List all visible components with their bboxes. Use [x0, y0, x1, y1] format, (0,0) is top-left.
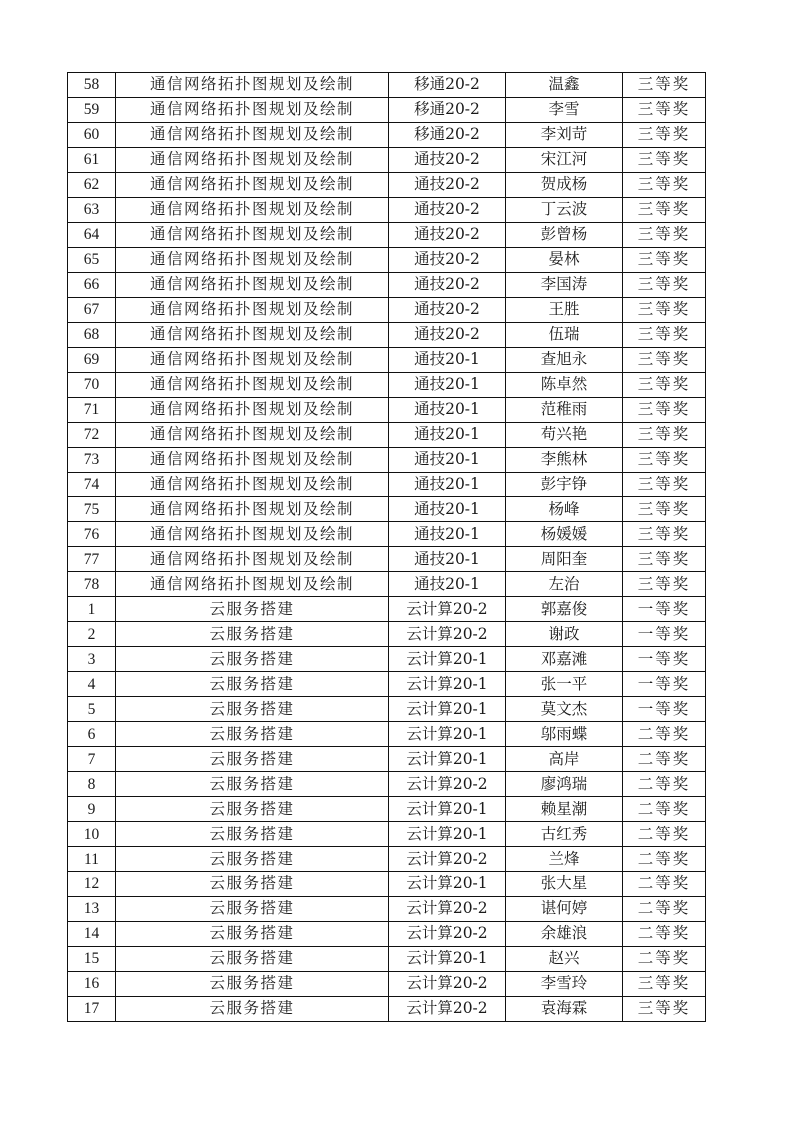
table-row [68, 872, 706, 897]
student-name-cell: 谌何婷 [506, 896, 623, 921]
student-name-cell: 李熊林 [506, 447, 623, 472]
student-name-cell: 邬雨蝶 [506, 722, 623, 747]
student-name-cell: 丁云波 [506, 197, 623, 222]
project-name-cell: 通信网络拓扑图规划及绘制 [116, 147, 389, 172]
class-name-cell: 云计算20-2 [389, 971, 506, 996]
table-row [68, 822, 706, 847]
class-name-cell: 通技20-1 [389, 422, 506, 447]
row-number-cell: 75 [68, 497, 116, 522]
awards-table-body [68, 73, 706, 1022]
row-number-cell: 5 [68, 697, 116, 722]
table-row [68, 247, 706, 272]
row-number-cell: 66 [68, 272, 116, 297]
table-row [68, 722, 706, 747]
award-level-cell: 三等奖 [623, 397, 706, 422]
award-level-cell: 三等奖 [623, 372, 706, 397]
row-number-cell: 10 [68, 822, 116, 847]
class-name-cell: 通技20-2 [389, 222, 506, 247]
table-row [68, 921, 706, 946]
row-number-cell: 2 [68, 622, 116, 647]
table-row [68, 772, 706, 797]
row-number-cell: 8 [68, 772, 116, 797]
table-row [68, 896, 706, 921]
class-name-cell: 通技20-2 [389, 172, 506, 197]
project-name-cell: 通信网络拓扑图规划及绘制 [116, 497, 389, 522]
row-number-cell: 78 [68, 572, 116, 597]
student-name-cell: 周阳奎 [506, 547, 623, 572]
project-name-cell: 云服务搭建 [116, 996, 389, 1021]
student-name-cell: 晏林 [506, 247, 623, 272]
class-name-cell: 通技20-1 [389, 522, 506, 547]
row-number-cell: 71 [68, 397, 116, 422]
project-name-cell: 云服务搭建 [116, 697, 389, 722]
row-number-cell: 13 [68, 896, 116, 921]
project-name-cell: 云服务搭建 [116, 622, 389, 647]
student-name-cell: 张大星 [506, 872, 623, 897]
row-number-cell: 64 [68, 222, 116, 247]
project-name-cell: 通信网络拓扑图规划及绘制 [116, 322, 389, 347]
class-name-cell: 通技20-1 [389, 572, 506, 597]
class-name-cell: 通技20-2 [389, 322, 506, 347]
project-name-cell: 通信网络拓扑图规划及绘制 [116, 547, 389, 572]
student-name-cell: 郭嘉俊 [506, 597, 623, 622]
project-name-cell: 云服务搭建 [116, 896, 389, 921]
project-name-cell: 通信网络拓扑图规划及绘制 [116, 222, 389, 247]
row-number-cell: 15 [68, 946, 116, 971]
table-row [68, 946, 706, 971]
student-name-cell: 陈卓然 [506, 372, 623, 397]
row-number-cell: 74 [68, 472, 116, 497]
row-number-cell: 62 [68, 172, 116, 197]
award-level-cell: 三等奖 [623, 996, 706, 1021]
student-name-cell: 赵兴 [506, 946, 623, 971]
row-number-cell: 73 [68, 447, 116, 472]
project-name-cell: 通信网络拓扑图规划及绘制 [116, 73, 389, 98]
table-row [68, 397, 706, 422]
award-level-cell: 一等奖 [623, 672, 706, 697]
table-row [68, 747, 706, 772]
row-number-cell: 70 [68, 372, 116, 397]
project-name-cell: 云服务搭建 [116, 872, 389, 897]
row-number-cell: 17 [68, 996, 116, 1021]
project-name-cell: 云服务搭建 [116, 597, 389, 622]
class-name-cell: 云计算20-2 [389, 847, 506, 872]
project-name-cell: 云服务搭建 [116, 847, 389, 872]
table-row [68, 447, 706, 472]
project-name-cell: 通信网络拓扑图规划及绘制 [116, 97, 389, 122]
project-name-cell: 云服务搭建 [116, 647, 389, 672]
row-number-cell: 61 [68, 147, 116, 172]
class-name-cell: 通技20-2 [389, 147, 506, 172]
project-name-cell: 云服务搭建 [116, 946, 389, 971]
project-name-cell: 云服务搭建 [116, 797, 389, 822]
award-level-cell: 三等奖 [623, 422, 706, 447]
row-number-cell: 63 [68, 197, 116, 222]
award-level-cell: 二等奖 [623, 847, 706, 872]
row-number-cell: 60 [68, 122, 116, 147]
table-row [68, 197, 706, 222]
table-row [68, 697, 706, 722]
class-name-cell: 云计算20-2 [389, 896, 506, 921]
project-name-cell: 云服务搭建 [116, 722, 389, 747]
award-level-cell: 三等奖 [623, 122, 706, 147]
award-level-cell: 三等奖 [623, 472, 706, 497]
table-row [68, 472, 706, 497]
row-number-cell: 11 [68, 847, 116, 872]
student-name-cell: 莫文杰 [506, 697, 623, 722]
table-row [68, 222, 706, 247]
student-name-cell: 张一平 [506, 672, 623, 697]
student-name-cell: 查旭永 [506, 347, 623, 372]
award-level-cell: 三等奖 [623, 172, 706, 197]
student-name-cell: 余雄浪 [506, 921, 623, 946]
student-name-cell: 左治 [506, 572, 623, 597]
award-level-cell: 一等奖 [623, 622, 706, 647]
award-level-cell: 三等奖 [623, 73, 706, 98]
student-name-cell: 兰烽 [506, 847, 623, 872]
table-row [68, 572, 706, 597]
student-name-cell: 范稚雨 [506, 397, 623, 422]
student-name-cell: 袁海霖 [506, 996, 623, 1021]
class-name-cell: 云计算20-1 [389, 872, 506, 897]
class-name-cell: 云计算20-2 [389, 597, 506, 622]
table-row [68, 73, 706, 98]
award-level-cell: 三等奖 [623, 971, 706, 996]
student-name-cell: 赖星潮 [506, 797, 623, 822]
class-name-cell: 云计算20-1 [389, 722, 506, 747]
student-name-cell: 廖鸿瑞 [506, 772, 623, 797]
project-name-cell: 云服务搭建 [116, 971, 389, 996]
class-name-cell: 移通20-2 [389, 122, 506, 147]
row-number-cell: 68 [68, 322, 116, 347]
student-name-cell: 贺成杨 [506, 172, 623, 197]
student-name-cell: 谢政 [506, 622, 623, 647]
row-number-cell: 58 [68, 73, 116, 98]
project-name-cell: 通信网络拓扑图规划及绘制 [116, 297, 389, 322]
class-name-cell: 云计算20-2 [389, 772, 506, 797]
row-number-cell: 59 [68, 97, 116, 122]
award-level-cell: 三等奖 [623, 97, 706, 122]
row-number-cell: 3 [68, 647, 116, 672]
row-number-cell: 4 [68, 672, 116, 697]
student-name-cell: 李国涛 [506, 272, 623, 297]
student-name-cell: 高岸 [506, 747, 623, 772]
award-level-cell: 三等奖 [623, 222, 706, 247]
table-row [68, 647, 706, 672]
student-name-cell: 杨峰 [506, 497, 623, 522]
student-name-cell: 彭宇铮 [506, 472, 623, 497]
table-row [68, 497, 706, 522]
award-level-cell: 三等奖 [623, 197, 706, 222]
row-number-cell: 14 [68, 921, 116, 946]
class-name-cell: 云计算20-1 [389, 697, 506, 722]
class-name-cell: 移通20-2 [389, 73, 506, 98]
table-row [68, 122, 706, 147]
student-name-cell: 伍瑞 [506, 322, 623, 347]
row-number-cell: 1 [68, 597, 116, 622]
table-row [68, 597, 706, 622]
table-row [68, 996, 706, 1021]
class-name-cell: 云计算20-1 [389, 822, 506, 847]
class-name-cell: 云计算20-2 [389, 921, 506, 946]
class-name-cell: 通技20-2 [389, 197, 506, 222]
award-level-cell: 一等奖 [623, 647, 706, 672]
award-level-cell: 三等奖 [623, 497, 706, 522]
row-number-cell: 65 [68, 247, 116, 272]
row-number-cell: 76 [68, 522, 116, 547]
project-name-cell: 通信网络拓扑图规划及绘制 [116, 347, 389, 372]
class-name-cell: 通技20-2 [389, 247, 506, 272]
student-name-cell: 李雪 [506, 97, 623, 122]
class-name-cell: 移通20-2 [389, 97, 506, 122]
class-name-cell: 通技20-2 [389, 272, 506, 297]
table-row [68, 297, 706, 322]
class-name-cell: 通技20-1 [389, 547, 506, 572]
class-name-cell: 通技20-1 [389, 347, 506, 372]
award-level-cell: 二等奖 [623, 896, 706, 921]
project-name-cell: 通信网络拓扑图规划及绘制 [116, 422, 389, 447]
row-number-cell: 72 [68, 422, 116, 447]
student-name-cell: 邓嘉滩 [506, 647, 623, 672]
row-number-cell: 16 [68, 971, 116, 996]
row-number-cell: 9 [68, 797, 116, 822]
student-name-cell: 杨媛媛 [506, 522, 623, 547]
table-row [68, 172, 706, 197]
class-name-cell: 通技20-1 [389, 397, 506, 422]
award-level-cell: 三等奖 [623, 297, 706, 322]
award-level-cell: 三等奖 [623, 147, 706, 172]
table-row [68, 847, 706, 872]
class-name-cell: 云计算20-2 [389, 622, 506, 647]
project-name-cell: 通信网络拓扑图规划及绘制 [116, 447, 389, 472]
row-number-cell: 69 [68, 347, 116, 372]
table-row [68, 322, 706, 347]
table-row [68, 272, 706, 297]
award-level-cell: 三等奖 [623, 247, 706, 272]
award-level-cell: 三等奖 [623, 572, 706, 597]
class-name-cell: 云计算20-1 [389, 946, 506, 971]
table-row [68, 372, 706, 397]
student-name-cell: 温鑫 [506, 73, 623, 98]
student-name-cell: 彭曾杨 [506, 222, 623, 247]
project-name-cell: 通信网络拓扑图规划及绘制 [116, 172, 389, 197]
award-level-cell: 三等奖 [623, 347, 706, 372]
award-level-cell: 二等奖 [623, 946, 706, 971]
row-number-cell: 7 [68, 747, 116, 772]
class-name-cell: 通技20-1 [389, 372, 506, 397]
table-row [68, 971, 706, 996]
award-level-cell: 二等奖 [623, 822, 706, 847]
table-row [68, 347, 706, 372]
table-row [68, 522, 706, 547]
row-number-cell: 67 [68, 297, 116, 322]
table-row [68, 622, 706, 647]
class-name-cell: 通技20-1 [389, 497, 506, 522]
class-name-cell: 通技20-2 [389, 297, 506, 322]
project-name-cell: 云服务搭建 [116, 672, 389, 697]
student-name-cell: 宋江河 [506, 147, 623, 172]
project-name-cell: 通信网络拓扑图规划及绘制 [116, 572, 389, 597]
project-name-cell: 通信网络拓扑图规划及绘制 [116, 122, 389, 147]
project-name-cell: 云服务搭建 [116, 921, 389, 946]
award-level-cell: 二等奖 [623, 747, 706, 772]
row-number-cell: 77 [68, 547, 116, 572]
table-row [68, 422, 706, 447]
award-level-cell: 三等奖 [623, 447, 706, 472]
award-level-cell: 二等奖 [623, 772, 706, 797]
table-row [68, 672, 706, 697]
award-level-cell: 二等奖 [623, 872, 706, 897]
award-level-cell: 二等奖 [623, 797, 706, 822]
award-level-cell: 三等奖 [623, 322, 706, 347]
project-name-cell: 云服务搭建 [116, 822, 389, 847]
class-name-cell: 通技20-1 [389, 472, 506, 497]
class-name-cell: 通技20-1 [389, 447, 506, 472]
student-name-cell: 苟兴艳 [506, 422, 623, 447]
award-level-cell: 二等奖 [623, 921, 706, 946]
project-name-cell: 通信网络拓扑图规划及绘制 [116, 372, 389, 397]
table-row [68, 97, 706, 122]
award-level-cell: 三等奖 [623, 272, 706, 297]
awards-table [67, 72, 706, 1022]
class-name-cell: 云计算20-1 [389, 647, 506, 672]
award-level-cell: 三等奖 [623, 522, 706, 547]
student-name-cell: 王胜 [506, 297, 623, 322]
award-level-cell: 一等奖 [623, 697, 706, 722]
award-level-cell: 三等奖 [623, 547, 706, 572]
project-name-cell: 通信网络拓扑图规划及绘制 [116, 472, 389, 497]
project-name-cell: 通信网络拓扑图规划及绘制 [116, 197, 389, 222]
project-name-cell: 通信网络拓扑图规划及绘制 [116, 272, 389, 297]
table-row [68, 797, 706, 822]
project-name-cell: 云服务搭建 [116, 747, 389, 772]
class-name-cell: 云计算20-1 [389, 797, 506, 822]
row-number-cell: 6 [68, 722, 116, 747]
student-name-cell: 李雪玲 [506, 971, 623, 996]
student-name-cell: 古红秀 [506, 822, 623, 847]
table-row [68, 147, 706, 172]
student-name-cell: 李刘苛 [506, 122, 623, 147]
project-name-cell: 通信网络拓扑图规划及绘制 [116, 247, 389, 272]
award-level-cell: 一等奖 [623, 597, 706, 622]
project-name-cell: 通信网络拓扑图规划及绘制 [116, 522, 389, 547]
table-row [68, 547, 706, 572]
class-name-cell: 云计算20-1 [389, 747, 506, 772]
award-level-cell: 二等奖 [623, 722, 706, 747]
project-name-cell: 通信网络拓扑图规划及绘制 [116, 397, 389, 422]
project-name-cell: 云服务搭建 [116, 772, 389, 797]
class-name-cell: 云计算20-2 [389, 996, 506, 1021]
row-number-cell: 12 [68, 872, 116, 897]
class-name-cell: 云计算20-1 [389, 672, 506, 697]
